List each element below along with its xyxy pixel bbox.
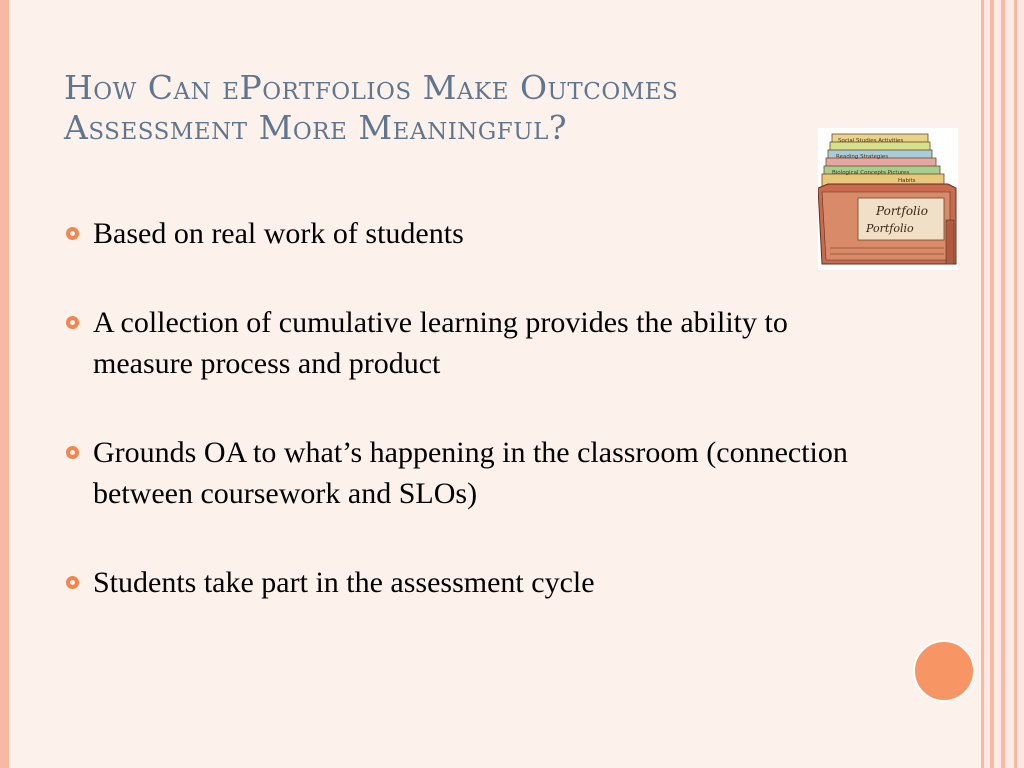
tab-label: Habits	[898, 178, 916, 184]
bullet-text: Based on real work of students	[93, 217, 464, 250]
cover-title: Portfolio	[876, 204, 928, 218]
bullet-item	[64, 213, 864, 254]
tab-label: Reading Strategies	[836, 154, 889, 160]
title-line-1: How Can ePortfolios Make Outcomes	[64, 68, 679, 107]
bullet-circle-icon	[66, 316, 79, 329]
bullet-text: A collection of cumulative learning provides the ability to measure process and product	[93, 306, 788, 380]
bullet-item	[64, 302, 864, 384]
cover-subtitle: Portfolio	[866, 222, 914, 235]
left-border	[0, 0, 9, 768]
tab-label: Social Studies Activities	[838, 138, 904, 144]
bullet-list	[64, 213, 864, 651]
portfolio-folder-illustration	[818, 128, 958, 270]
decorative-circle	[913, 640, 975, 702]
folder-tabs	[822, 134, 944, 186]
bullet-circle-icon	[66, 227, 79, 240]
title-line-2: Assessment More Meaningful?	[64, 108, 568, 147]
right-stripes	[981, 0, 1024, 768]
bullet-text: Grounds OA to what’s happening in the classroom (connection between coursework and SLOs)	[93, 436, 848, 510]
bullet-item	[64, 432, 864, 514]
bullet-item	[64, 562, 864, 603]
bullet-circle-icon	[66, 446, 79, 459]
bullet-text: Students take part in the assessment cycle	[93, 566, 595, 599]
tab-label: Biological Concepts Pictures	[832, 170, 910, 176]
slide-title	[64, 68, 824, 148]
bullet-circle-icon	[66, 576, 79, 589]
